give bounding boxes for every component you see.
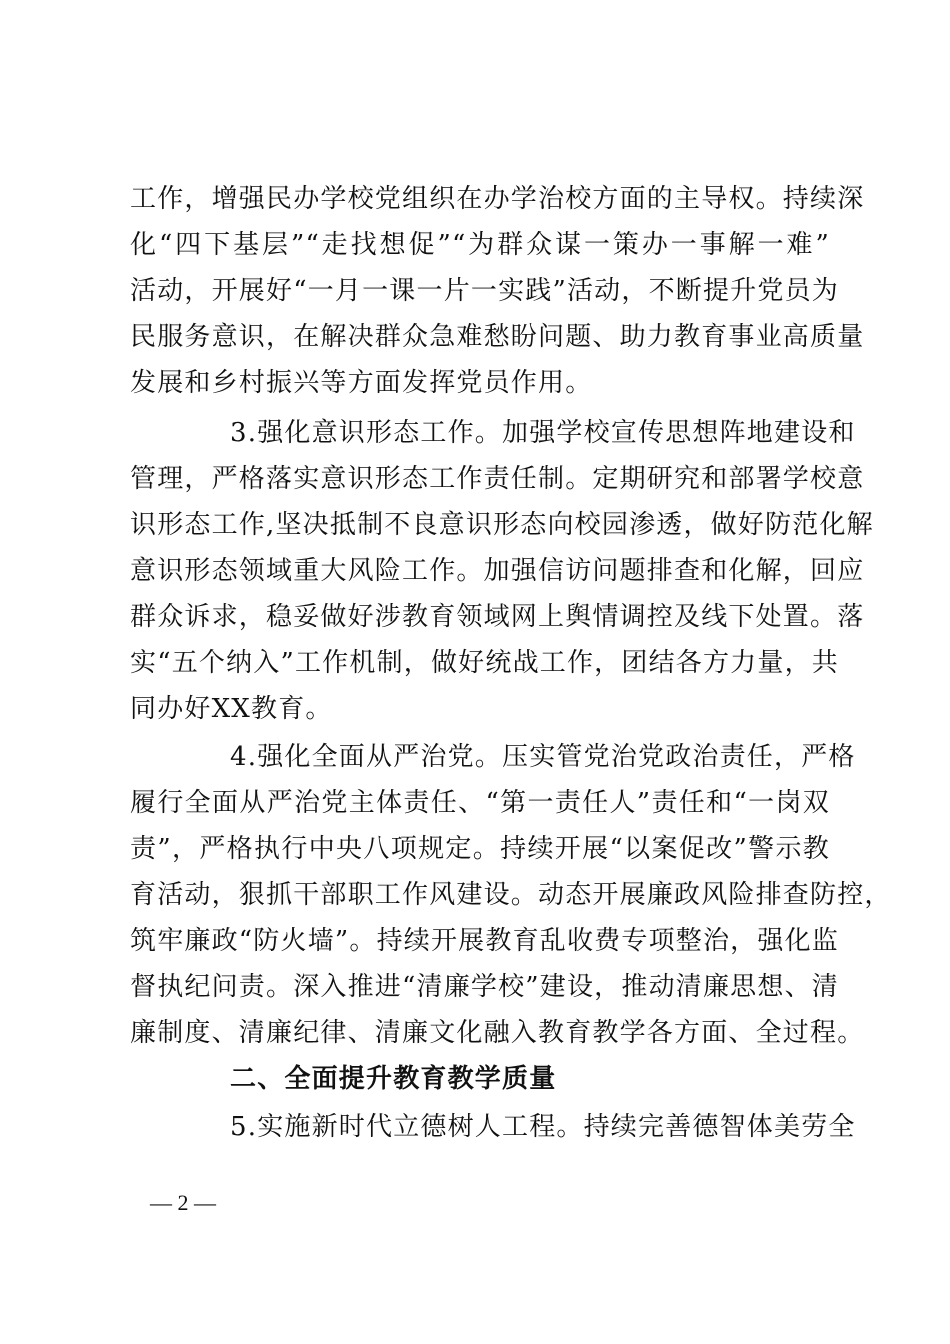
text-line: 廉制度、清廉纪律、清廉文化融入教育教学各方面、全过程。	[130, 1018, 865, 1048]
text-line: 化“四下基层”“走找想促”“为群众谋一策办一事解一难”	[130, 230, 830, 260]
section-5-title-line: 5.实施新时代立德树人工程。持续完善德智体美劳全	[230, 1112, 856, 1142]
text-line: 活动，开展好“一月一课一片一实践”活动，不断提升党员为	[130, 276, 839, 306]
text-line: 管理，严格落实意识形态工作责任制。定期研究和部署学校意	[130, 464, 865, 494]
section-4-title-line: 4.强化全面从严治党。压实管党治党政治责任，严格	[230, 742, 856, 772]
section-heading: 二、全面提升教育教学质量	[230, 1064, 557, 1094]
text-line: 群众诉求，稳妥做好涉教育领域网上舆情调控及线下处置。落	[130, 602, 865, 632]
text-line: 意识形态领域重大风险工作。加强信访问题排查和化解，回应	[130, 556, 865, 586]
text-line: 筑牢廉政“防火墙”。持续开展教育乱收费专项整治，强化监	[130, 926, 839, 956]
text-line: 民服务意识，在解决群众急难愁盼问题、助力教育事业高质量	[130, 322, 865, 352]
text-line: 督执纪问责。深入推进“清廉学校”建设，推动清廉思想、清	[130, 972, 839, 1002]
page-number: — 2 —	[150, 1190, 216, 1215]
text-line: 履行全面从严治党主体责任、“第一责任人”责任和“一岗双	[130, 788, 830, 818]
text-line: 同办好XX教育。	[130, 694, 333, 724]
text-line: 识形态工作,坚决抵制不良意识形态向校园渗透，做好防范化解	[130, 510, 874, 540]
text-line: 实“五个纳入”工作机制，做好统战工作，团结各方力量，共	[130, 648, 839, 678]
text-line: 发展和乡村振兴等方面发挥党员作用。	[130, 368, 593, 398]
text-line: 责”，严格执行中央八项规定。持续开展“以案促改”警示教	[130, 834, 830, 864]
section-3-title-line: 3.强化意识形态工作。加强学校宣传思想阵地建设和	[230, 418, 856, 448]
text-line: 工作，增强民办学校党组织在办学治校方面的主导权。持续深	[130, 184, 865, 214]
text-line: 育活动，狠抓干部职工作风建设。动态开展廉政风险排查防控，	[130, 880, 892, 910]
